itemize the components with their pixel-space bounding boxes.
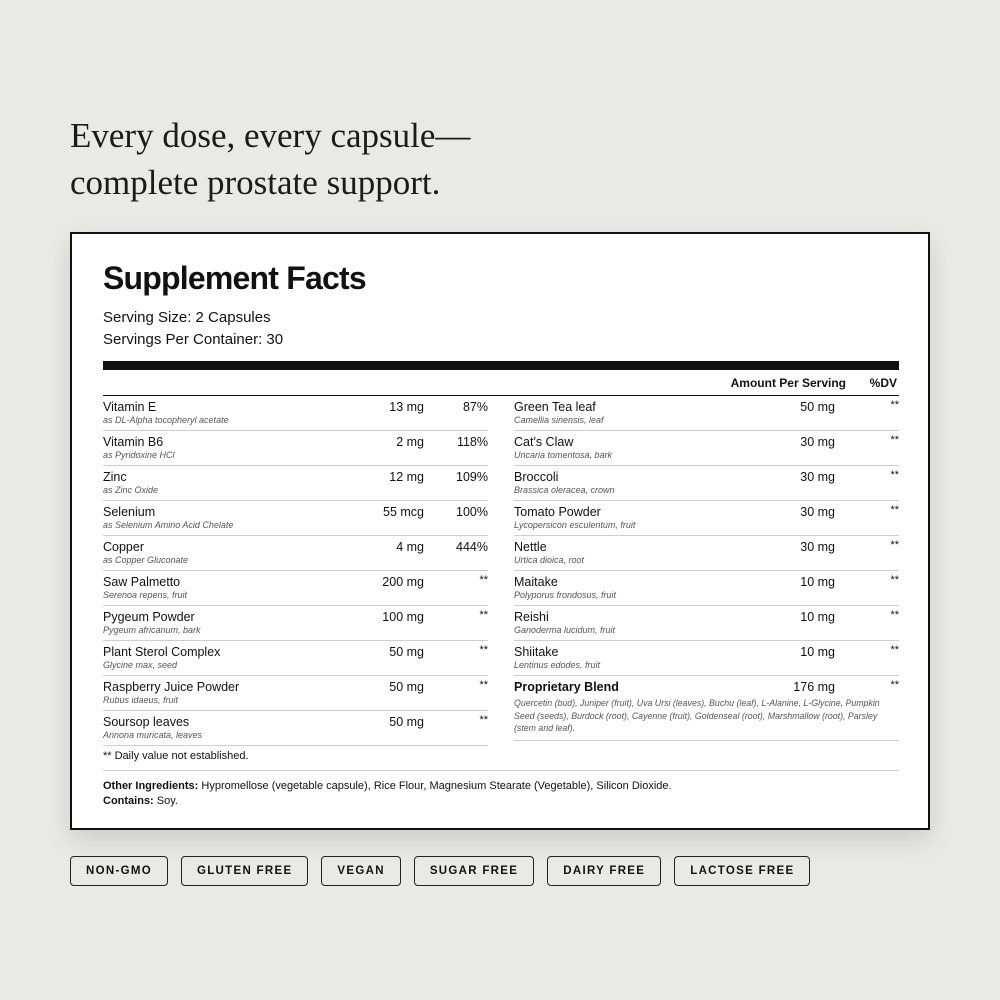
badge-lactose-free: LACTOSE FREE <box>674 856 810 886</box>
nutrient-name: Cat's Claw <box>514 435 574 449</box>
nutrient-name: Broccoli <box>514 470 559 484</box>
serving-size: Serving Size: 2 Capsules <box>103 309 271 326</box>
nutrient-name: Shiitake <box>514 645 559 659</box>
badge-vegan: VEGAN <box>321 856 400 886</box>
nutrient-name: Green Tea leaf <box>514 400 596 414</box>
nutrient-amount: 200 mg <box>382 575 424 589</box>
nutrient-amount: 12 mg <box>389 470 424 484</box>
servings-per-container: Servings Per Container: 30 <box>103 331 284 348</box>
badge-row <box>70 856 810 886</box>
nutrient-daily-value: ** <box>890 469 899 481</box>
contains <box>103 795 178 807</box>
nutrient-amount: 10 mg <box>800 610 835 624</box>
nutrient-daily-value: ** <box>890 609 899 621</box>
headline <box>70 112 770 206</box>
other-ingredients-text: Hypromellose (vegetable capsule), Rice Flour, Magnesium Stearate (Vegetable), Silicon Dioxide. <box>198 780 672 792</box>
nutrient-amount: 30 mg <box>800 540 835 554</box>
thick-divider <box>103 361 899 370</box>
nutrient-name: Tomato Powder <box>514 505 601 519</box>
badge-sugar-free: SUGAR FREE <box>414 856 534 886</box>
nutrient-amount: 10 mg <box>800 645 835 659</box>
badge-dairy-free: DAIRY FREE <box>547 856 661 886</box>
nutrient-daily-value: 100% <box>456 505 488 519</box>
nutrient-row <box>103 466 488 501</box>
nutrient-amount: 13 mg <box>389 400 424 414</box>
nutrient-daily-value: ** <box>479 574 488 586</box>
nutrient-name: Soursop leaves <box>103 715 190 729</box>
nutrient-source: Polyporus frondosus, fruit <box>514 590 617 600</box>
nutrient-source: Quercetin (bud), Juniper (fruit), Uva Ursi (leaves), Buchu (leaf), L-Alanine, L-Glycine, Pumpkin Seed (seeds), Burdock (root), Cayenne (fruit), Goldenseal (root), Marshmallow (root), Parsley (stem and leaf). <box>514 698 880 734</box>
nutrient-name: Maitake <box>514 575 558 589</box>
nutrient-column-right <box>514 396 899 741</box>
footnote-divider <box>103 770 899 771</box>
contains-text: Soy. <box>153 795 178 807</box>
nutrient-source: as Pyridoxine HCl <box>103 450 175 460</box>
contains-label: Contains: <box>103 795 154 807</box>
nutrient-daily-value: 444% <box>456 540 488 554</box>
nutrient-name: Reishi <box>514 610 549 624</box>
nutrient-daily-value: ** <box>479 609 488 621</box>
nutrient-amount: 30 mg <box>800 505 835 519</box>
nutrient-name: Vitamin E <box>103 400 157 414</box>
nutrient-daily-value: ** <box>890 644 899 656</box>
nutrient-source: as Zinc Oxide <box>103 485 159 495</box>
nutrient-name: Vitamin B6 <box>103 435 164 449</box>
nutrient-name: Pygeum Powder <box>103 610 195 624</box>
nutrient-amount: 30 mg <box>800 435 835 449</box>
nutrient-daily-value: ** <box>890 539 899 551</box>
nutrient-amount: 176 mg <box>793 680 835 694</box>
nutrient-row <box>103 396 488 431</box>
nutrient-name: Raspberry Juice Powder <box>103 680 240 694</box>
footnote: ** Daily value not established. <box>103 750 249 762</box>
nutrient-name: Saw Palmetto <box>103 575 181 589</box>
nutrient-daily-value: ** <box>479 679 488 691</box>
nutrient-name: Plant Sterol Complex <box>103 645 221 659</box>
nutrient-amount: 50 mg <box>389 645 424 659</box>
nutrient-source: Rubus idaeus, fruit <box>103 695 179 705</box>
supplement-facts-panel <box>70 232 930 830</box>
badge-gluten-free: GLUTEN FREE <box>181 856 308 886</box>
proprietary-blend-row <box>514 676 899 741</box>
nutrient-name: Copper <box>103 540 144 554</box>
nutrient-daily-value: ** <box>890 434 899 446</box>
nutrient-daily-value: 87% <box>462 400 488 414</box>
nutrient-amount: 10 mg <box>800 575 835 589</box>
nutrient-amount: 50 mg <box>389 715 424 729</box>
nutrient-name: Zinc <box>103 470 127 484</box>
headline-line-1: Every dose, every capsule— <box>70 116 471 155</box>
nutrient-row <box>514 571 899 606</box>
nutrient-daily-value: ** <box>890 399 899 411</box>
nutrient-source: as Selenium Amino Acid Chelate <box>103 520 234 530</box>
nutrient-source: Pygeum africanum, bark <box>103 625 201 635</box>
nutrient-row <box>103 606 488 641</box>
nutrient-source: Lentinus edodes, fruit <box>514 660 601 670</box>
nutrient-row <box>103 641 488 676</box>
badge-non-gmo: NON-GMO <box>70 856 168 886</box>
header-daily-value: %DV <box>869 376 897 390</box>
nutrient-row <box>103 536 488 571</box>
nutrient-daily-value: 109% <box>456 470 488 484</box>
nutrient-amount: 55 mcg <box>383 505 424 519</box>
nutrient-daily-value: ** <box>890 679 899 691</box>
nutrient-source: Uncaria tomentosa, bark <box>514 450 613 460</box>
nutrient-row <box>103 571 488 606</box>
nutrient-source: Glycine max, seed <box>103 660 178 670</box>
nutrient-daily-value: ** <box>479 714 488 726</box>
nutrient-daily-value: ** <box>890 504 899 516</box>
facts-title: Supplement Facts <box>103 260 366 296</box>
nutrient-source: Camellia sinensis, leaf <box>514 415 604 425</box>
nutrient-row <box>514 396 899 431</box>
nutrient-row <box>514 501 899 536</box>
nutrient-source: Serenoa repens, fruit <box>103 590 188 600</box>
nutrient-amount: 4 mg <box>396 540 424 554</box>
nutrient-row <box>103 431 488 466</box>
nutrient-amount: 50 mg <box>800 400 835 414</box>
nutrient-daily-value: ** <box>479 644 488 656</box>
nutrient-amount: 2 mg <box>396 435 424 449</box>
other-ingredients <box>103 780 672 792</box>
nutrient-source: Urtica dioica, root <box>514 555 585 565</box>
nutrient-name: Selenium <box>103 505 156 519</box>
nutrient-amount: 30 mg <box>800 470 835 484</box>
nutrient-row <box>514 431 899 466</box>
nutrient-row <box>514 536 899 571</box>
nutrient-amount: 100 mg <box>382 610 424 624</box>
nutrient-row <box>514 466 899 501</box>
nutrient-source: Ganoderma lucidum, fruit <box>514 625 616 635</box>
nutrient-row <box>514 641 899 676</box>
nutrient-source: Lycopersicon esculentum, fruit <box>514 520 636 530</box>
nutrient-daily-value: ** <box>890 574 899 586</box>
nutrient-daily-value: 118% <box>456 435 488 449</box>
nutrient-row <box>103 501 488 536</box>
nutrient-row <box>103 676 488 711</box>
nutrient-name: Proprietary Blend <box>514 680 619 694</box>
nutrient-source: Annona muricata, leaves <box>103 730 203 740</box>
nutrient-source: as DL-Alpha tocopheryl acetate <box>103 415 229 425</box>
nutrient-row <box>103 711 488 746</box>
header-amount-per-serving: Amount Per Serving <box>730 376 846 390</box>
nutrient-row <box>514 606 899 641</box>
nutrient-amount: 50 mg <box>389 680 424 694</box>
nutrient-column-left <box>103 396 488 746</box>
headline-line-2: complete prostate support. <box>70 163 441 202</box>
nutrient-source: as Copper Gluconate <box>103 555 189 565</box>
other-ingredients-label: Other Ingredients: <box>103 780 199 792</box>
nutrient-source: Brassica oleracea, crown <box>514 485 615 495</box>
nutrient-name: Nettle <box>514 540 547 554</box>
